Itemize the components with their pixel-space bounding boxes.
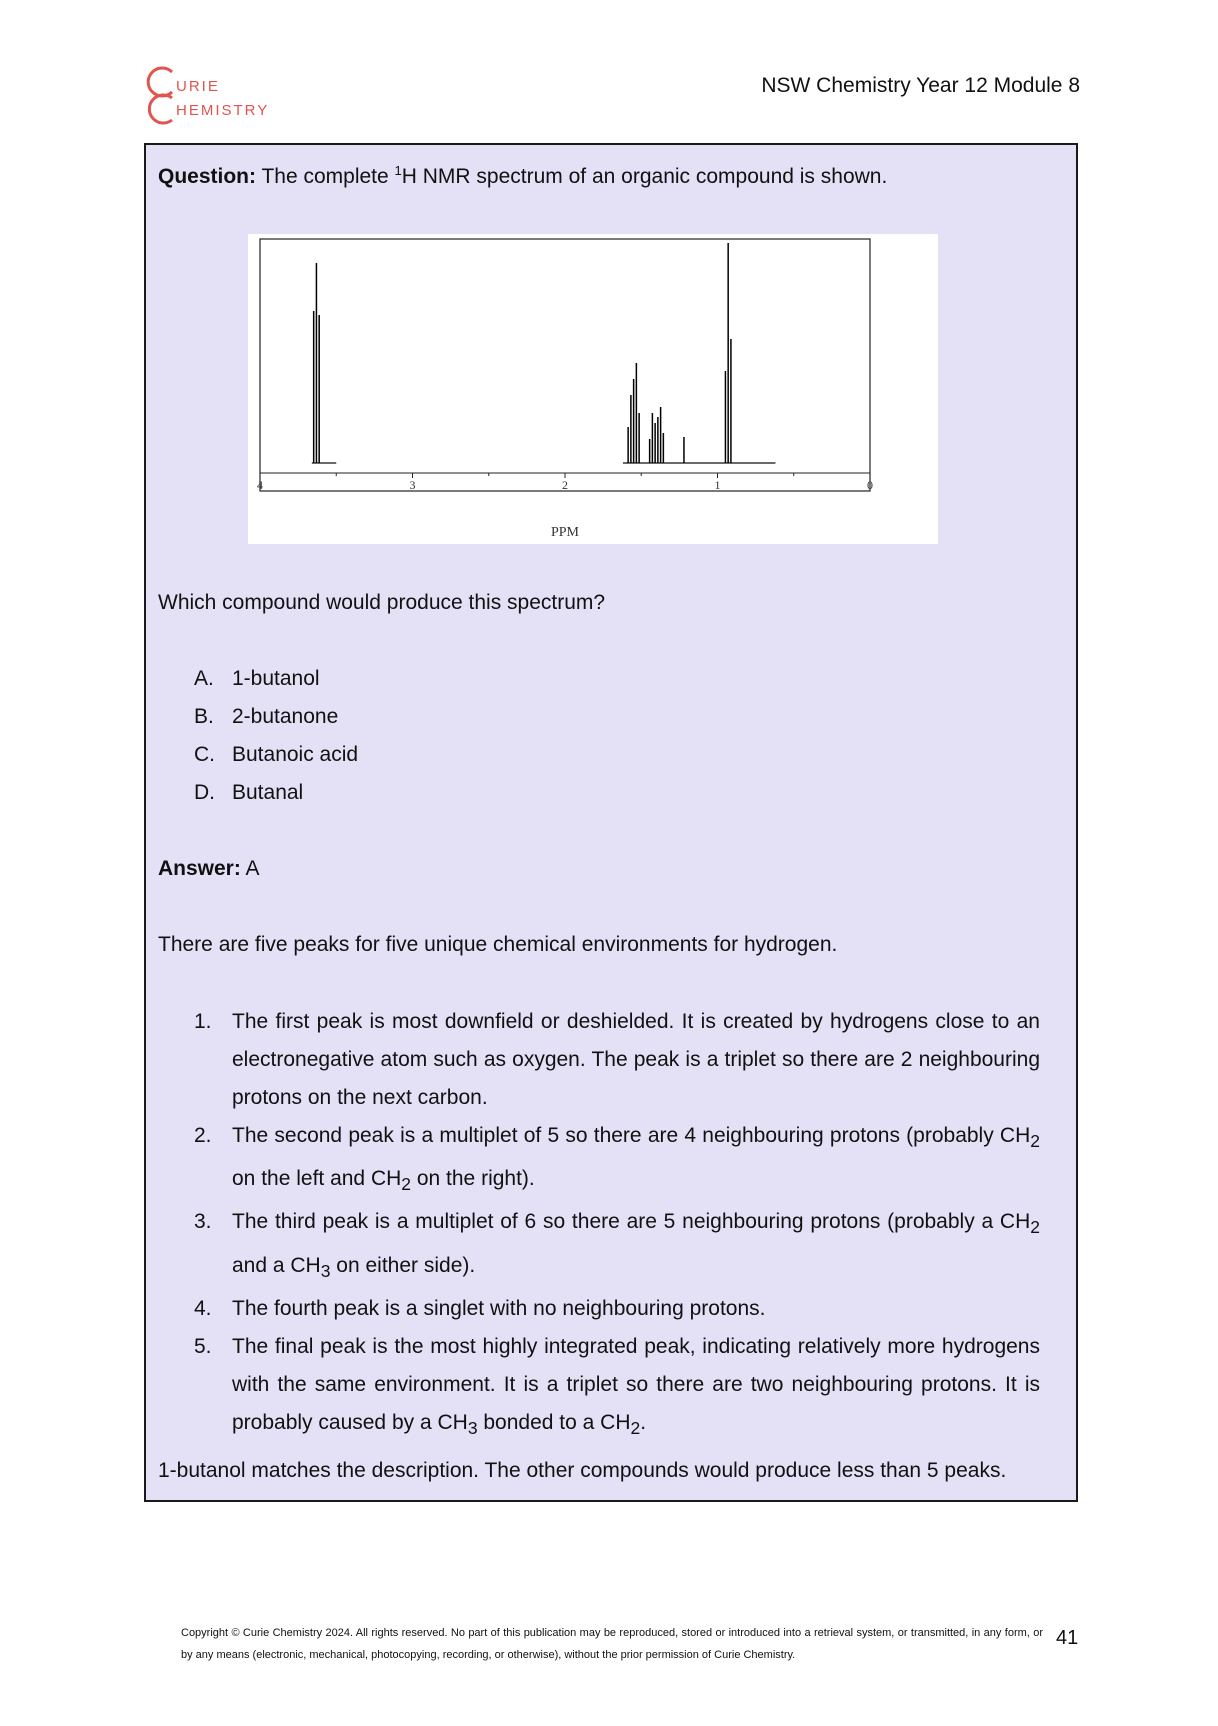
step-number: 1. xyxy=(194,1010,212,1033)
step-text-part: The second peak is a multiplet of 5 so there are 4 neighbouring protons (probably CH xyxy=(232,1124,1031,1147)
step-text xyxy=(232,1117,1040,1203)
copyright-notice: Copyright © Curie Chemistry 2024. All rights reserved. No part of this publication may be reproduced, stored or introduced into a retrieval system, or transmitted, in any form, or by any means (electronic, mechanical, photocopying, recording, or otherwise), without the prior permission of Curie Chemistry. xyxy=(181,1627,1043,1661)
step-text-part: The third peak is a multiplet of 6 so there are 5 neighbouring protons (probably a CH xyxy=(232,1210,1031,1234)
step-text xyxy=(232,1328,1040,1447)
step-number: 5. xyxy=(194,1334,212,1358)
x-axis-label: PPM xyxy=(550,525,580,540)
subscript: 3 xyxy=(320,1260,331,1281)
step-4 xyxy=(194,1290,1040,1328)
nmr-spectrum-svg xyxy=(248,234,938,544)
step-text-part: bonded to a CH xyxy=(477,1410,631,1434)
answer-options xyxy=(194,667,358,819)
question-superscript: 1 xyxy=(394,163,402,178)
question-text-part2: H NMR spectrum of an organic compound is shown. xyxy=(401,165,888,188)
option-c xyxy=(194,743,358,781)
header-title: NSW Chemistry Year 12 Module 8 xyxy=(761,74,1080,97)
step-2 xyxy=(194,1117,1040,1203)
question-box xyxy=(144,143,1078,1502)
step-number: 4. xyxy=(194,1296,212,1320)
logo-c-icon xyxy=(146,66,178,126)
answer-line xyxy=(158,857,260,881)
step-text-part: The final peak is the most highly integrated peak, indicating relatively more hydrogens with the same environment. It is a triplet so there are two neighbouring protons. It is probably caused by a CH xyxy=(232,1334,1040,1434)
step-3 xyxy=(194,1203,1040,1289)
option-text: Butanal xyxy=(232,781,304,804)
logo-text-line2: HEMISTRY xyxy=(176,102,270,119)
option-letter: D. xyxy=(194,781,215,804)
step-1 xyxy=(194,1003,1040,1117)
explanation-intro: There are five peaks for five unique chemical environments for hydrogen. xyxy=(158,933,838,956)
step-text: The first peak is most downfield or deshielded. It is created by hydrogens close to an electronegative atom such as oxygen. The peak is a triplet so there are 2 neighbouring protons on the next carbon. xyxy=(232,1010,1040,1109)
option-a xyxy=(194,667,358,705)
step-number: 3. xyxy=(194,1210,212,1234)
subscript: 2 xyxy=(1030,1217,1040,1238)
option-text: 2-butanone xyxy=(232,705,339,728)
x-tick-label: 0 xyxy=(867,478,873,492)
explanation-steps xyxy=(194,1003,1040,1447)
option-text: Butanoic acid xyxy=(232,743,359,766)
plot-frame xyxy=(260,239,870,491)
step-text-part: and a CH xyxy=(232,1253,321,1277)
step-number: 2. xyxy=(194,1124,212,1147)
x-tick-label: 4 xyxy=(257,478,263,492)
step-5 xyxy=(194,1328,1040,1447)
subscript: 2 xyxy=(630,1417,641,1438)
answer-label: Answer: xyxy=(158,857,241,880)
step-text-part: on either side). xyxy=(330,1253,476,1277)
curie-chemistry-logo xyxy=(146,66,306,126)
subscript: 2 xyxy=(401,1174,412,1195)
option-letter: C. xyxy=(194,743,215,766)
step-text-part: on the right). xyxy=(411,1167,535,1191)
option-d xyxy=(194,781,358,819)
question-text-part: The complete xyxy=(256,165,395,188)
option-letter: A. xyxy=(194,667,214,690)
question-text xyxy=(158,163,887,189)
subscript: 2 xyxy=(1030,1131,1040,1152)
x-tick-label: 2 xyxy=(562,478,568,492)
step-text: The fourth peak is a singlet with no neighbouring protons. xyxy=(232,1296,766,1320)
question-label: Question: xyxy=(158,165,256,188)
option-letter: B. xyxy=(194,705,214,728)
x-tick-label: 3 xyxy=(409,478,416,492)
step-text-part: . xyxy=(640,1410,647,1434)
option-b xyxy=(194,705,358,743)
page-number: 41 xyxy=(1056,1627,1079,1649)
conclusion-text: 1-butanol matches the description. The other compounds would produce less than 5 peaks. xyxy=(158,1459,1007,1482)
answer-value: A xyxy=(240,857,260,880)
nmr-spectrum-chart xyxy=(248,234,938,544)
logo-text-line1: URIE xyxy=(176,78,220,95)
which-compound-prompt: Which compound would produce this spectrum? xyxy=(158,591,606,614)
x-tick-label: 1 xyxy=(714,478,721,492)
subscript: 3 xyxy=(467,1417,478,1438)
step-text xyxy=(232,1203,1040,1289)
step-text-part: on the left and CH xyxy=(232,1167,402,1191)
option-text: 1-butanol xyxy=(232,667,320,690)
